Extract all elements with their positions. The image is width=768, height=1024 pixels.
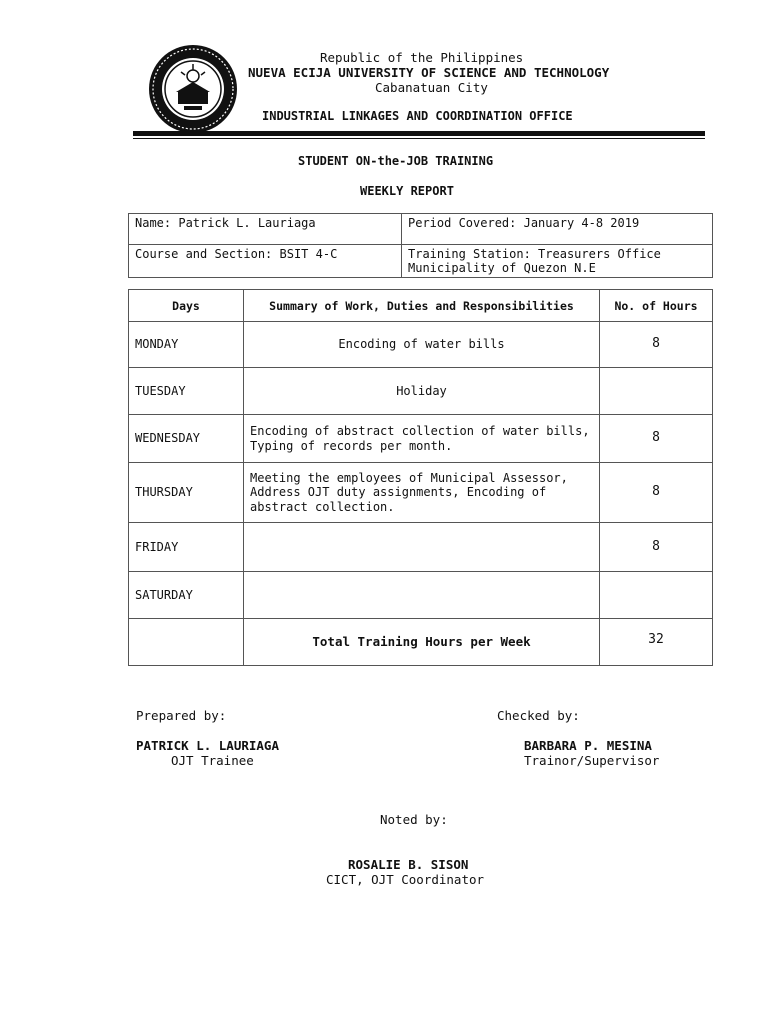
summary-header: Summary of Work, Duties and Responsibilities: [244, 290, 600, 322]
hours-cell: [600, 572, 713, 619]
summary-cell: [244, 523, 600, 572]
day-cell: FRIDAY: [129, 523, 244, 572]
trainee-name: Name: Patrick L. Lauriaga: [129, 214, 402, 245]
city-line: Cabanatuan City: [375, 80, 488, 95]
table-row: [129, 368, 713, 415]
info-table: [128, 213, 713, 278]
training-station-line1: Training Station: Treasurers Office: [408, 247, 661, 261]
office-name: INDUSTRIAL LINKAGES AND COORDINATION OFFICE: [262, 109, 573, 123]
days-header: Days: [129, 290, 244, 322]
table-row: [129, 415, 713, 463]
total-label: Total Training Hours per Week: [244, 619, 600, 666]
summary-cell: Encoding of abstract collection of water bills, Typing of records per month.: [244, 415, 600, 463]
hours-header: No. of Hours: [600, 290, 713, 322]
weekly-table: [128, 289, 713, 666]
prepared-by-label: Prepared by:: [136, 708, 227, 723]
university-seal-icon: [148, 44, 238, 134]
hours-cell: 8: [600, 463, 713, 523]
checked-by-role: Trainor/Supervisor: [524, 753, 660, 768]
noted-by-name: ROSALIE B. SISON: [348, 857, 469, 872]
day-cell: TUESDAY: [129, 368, 244, 415]
header-rule: [133, 131, 705, 136]
report-subtitle: WEEKLY REPORT: [360, 184, 454, 198]
report-title: STUDENT ON-the-JOB TRAINING: [298, 154, 494, 168]
day-cell: SATURDAY: [129, 572, 244, 619]
total-row: [129, 619, 713, 666]
training-station: [402, 245, 713, 278]
summary-cell: [244, 572, 600, 619]
noted-by-role: CICT, OJT Coordinator: [326, 872, 485, 887]
table-row: [129, 322, 713, 368]
course-section: Course and Section: BSIT 4-C: [129, 245, 402, 278]
university-name: NUEVA ECIJA UNIVERSITY OF SCIENCE AND TECHNOLOGY: [248, 65, 610, 80]
table-row: [129, 572, 713, 619]
summary-cell: Meeting the employees of Municipal Assessor, Address OJT duty assignments, Encoding of abstract collection.: [244, 463, 600, 523]
prepared-by-name: PATRICK L. LAURIAGA: [136, 738, 279, 753]
training-station-line2: Municipality of Quezon N.E: [408, 261, 596, 275]
day-cell: THURSDAY: [129, 463, 244, 523]
checked-by-name: BARBARA P. MESINA: [524, 738, 652, 753]
header-rule-thin: [133, 138, 705, 139]
table-row: [129, 463, 713, 523]
period-covered: Period Covered: January 4-8 2019: [402, 214, 713, 245]
prepared-by-role: OJT Trainee: [171, 753, 254, 768]
noted-by-label: Noted by:: [380, 812, 448, 827]
republic-line: Republic of the Philippines: [320, 50, 524, 65]
checked-by-label: Checked by:: [497, 708, 580, 723]
table-row: [129, 523, 713, 572]
hours-cell: 8: [600, 523, 713, 572]
day-cell: MONDAY: [129, 322, 244, 368]
hours-cell: 8: [600, 322, 713, 368]
day-cell: WEDNESDAY: [129, 415, 244, 463]
summary-cell: Holiday: [244, 368, 600, 415]
summary-cell: Encoding of water bills: [244, 322, 600, 368]
hours-cell: [600, 368, 713, 415]
total-value: 32: [600, 619, 713, 666]
hours-cell: 8: [600, 415, 713, 463]
total-blank-cell: [129, 619, 244, 666]
